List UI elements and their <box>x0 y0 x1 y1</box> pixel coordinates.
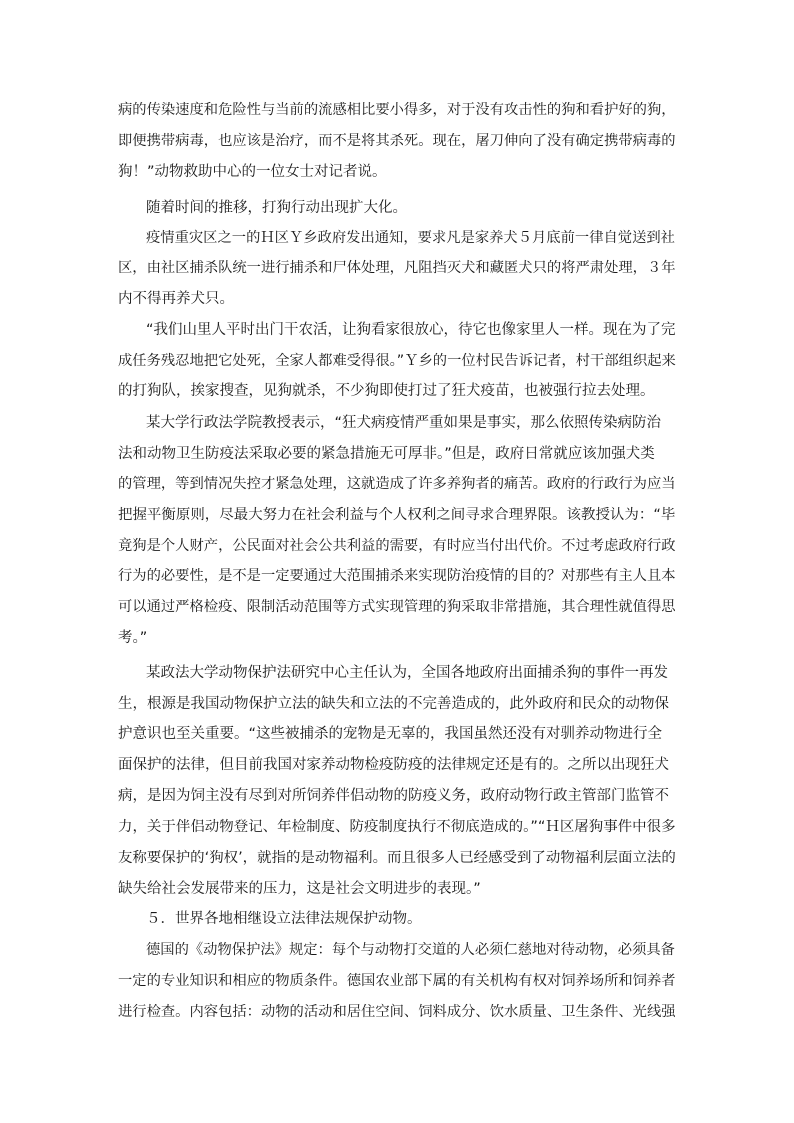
text-line: 法和动物卫生防疫法采取必要的紧急措施无可厚非。”但是，政府日常就应该加强犬类 <box>118 446 655 462</box>
text-line: 行为的必要性，是不是一定要通过大范围捕杀来实现防治疫情的目的？对那些有主人且本 <box>118 568 676 584</box>
text-line: 缺失给社会发展带来的压力，这是社会文明进步的表现。” <box>118 881 481 897</box>
text-line: 生，根源是我国动物保护立法的缺失和立法的不完善造成的，此外政府和民众的动物保 <box>118 696 669 712</box>
text-line: 德国的《动物保护法》规定：每个与动物打交道的人必须仁慈地对待动物，必须具备 <box>146 942 675 958</box>
text-line: 狗！”动物救助中心的一位女士对记者说。 <box>118 164 387 180</box>
text-line: 某大学行政法学院教授表示，“狂犬病疫情严重如果是事实，那么依照传染病防治 <box>146 415 662 431</box>
text-line: 病，是因为饲主没有尽到对所饲养伴侣动物的防疫义务，政府动物行政主管部门监管不 <box>118 788 669 804</box>
text-line: “我们山里人平时出门干农活，让狗看家很放心，待它也像家里人一样。现在为了完 <box>146 322 676 338</box>
text-line: 考。” <box>118 630 148 646</box>
text-line: 随着时间的推移，打狗行动出现扩大化。 <box>146 200 407 216</box>
text-line: 一定的专业知识和相应的物质条件。德国农业部下属的有关机构有权对饲养场所和饲养者 <box>118 973 676 989</box>
text-line: 疫情重灾区之一的Ｈ区Ｙ乡政府发出通知，要求凡是家养犬５月底前一律自觉送到社 <box>146 230 675 246</box>
text-line: 把握平衡原则，尽最大努力在社会利益与个人权利之间寻求合理界限。该教授认为：“毕 <box>118 507 676 523</box>
text-line: 力，关于伴侣动物登记、年检制度、防疫制度执行不彻底造成的。”“Ｈ区屠狗事件中很多 <box>118 819 676 835</box>
text-line: 进行检查。内容包括：动物的活动和居住空间、饲料成分、饮水质量、卫生条件、光线强 <box>118 1004 676 1020</box>
text-line: 竟狗是个人财产，公民面对社会公共利益的需要，有时应当付出代价。不过考虑政府行政 <box>118 538 676 554</box>
text-line: 即便携带病毒，也应该是治疗，而不是将其杀死。现在，屠刀伸向了没有确定携带病毒的 <box>118 133 676 149</box>
text-line: 内不得再养犬只。 <box>118 291 234 307</box>
text-line: 成任务残忍地把它处死，全家人都难受得很。”Ｙ乡的一位村民告诉记者，村干部组织起来 <box>118 353 676 369</box>
text-line: ５．世界各地相继设立法律法规保护动物。 <box>146 911 422 927</box>
text-line: 的管理，等到情况失控才紧急处理，这就造成了许多养狗者的痛苦。政府的行政行为应当 <box>118 476 676 492</box>
text-line: 可以通过严格检疫、限制活动范围等方式实现管理的狗采取非常措施，其合理性就值得思 <box>118 599 676 615</box>
text-line: 区，由社区捕杀队统一进行捕杀和尸体处理，凡阻挡灭犬和藏匿犬只的将严肃处理，３年 <box>118 260 676 276</box>
text-line: 病的传染速度和危险性与当前的流感相比要小得多，对于没有攻击性的狗和看护好的狗， <box>118 102 676 118</box>
text-line: 某政法大学动物保护法研究中心主任认为，全国各地政府出面捕杀狗的事件一再发 <box>146 665 668 681</box>
text-line: 的打狗队，挨家搜查，见狗就杀，不少狗即使打过了狂犬疫苗，也被强行拉去处理。 <box>118 383 655 399</box>
text-line: 面保护的法律，但目前我国对家养动物检疫防疫的法律规定还是有的。之所以出现狂犬 <box>118 757 669 773</box>
text-line: 友称要保护的‘狗权’，就指的是动物福利。而且很多人已经感受到了动物福利层面立法的 <box>118 850 676 866</box>
text-line: 护意识也至关重要。“这些被捕杀的宠物是无辜的，我国虽然还没有对驯养动物进行全 <box>118 726 663 742</box>
